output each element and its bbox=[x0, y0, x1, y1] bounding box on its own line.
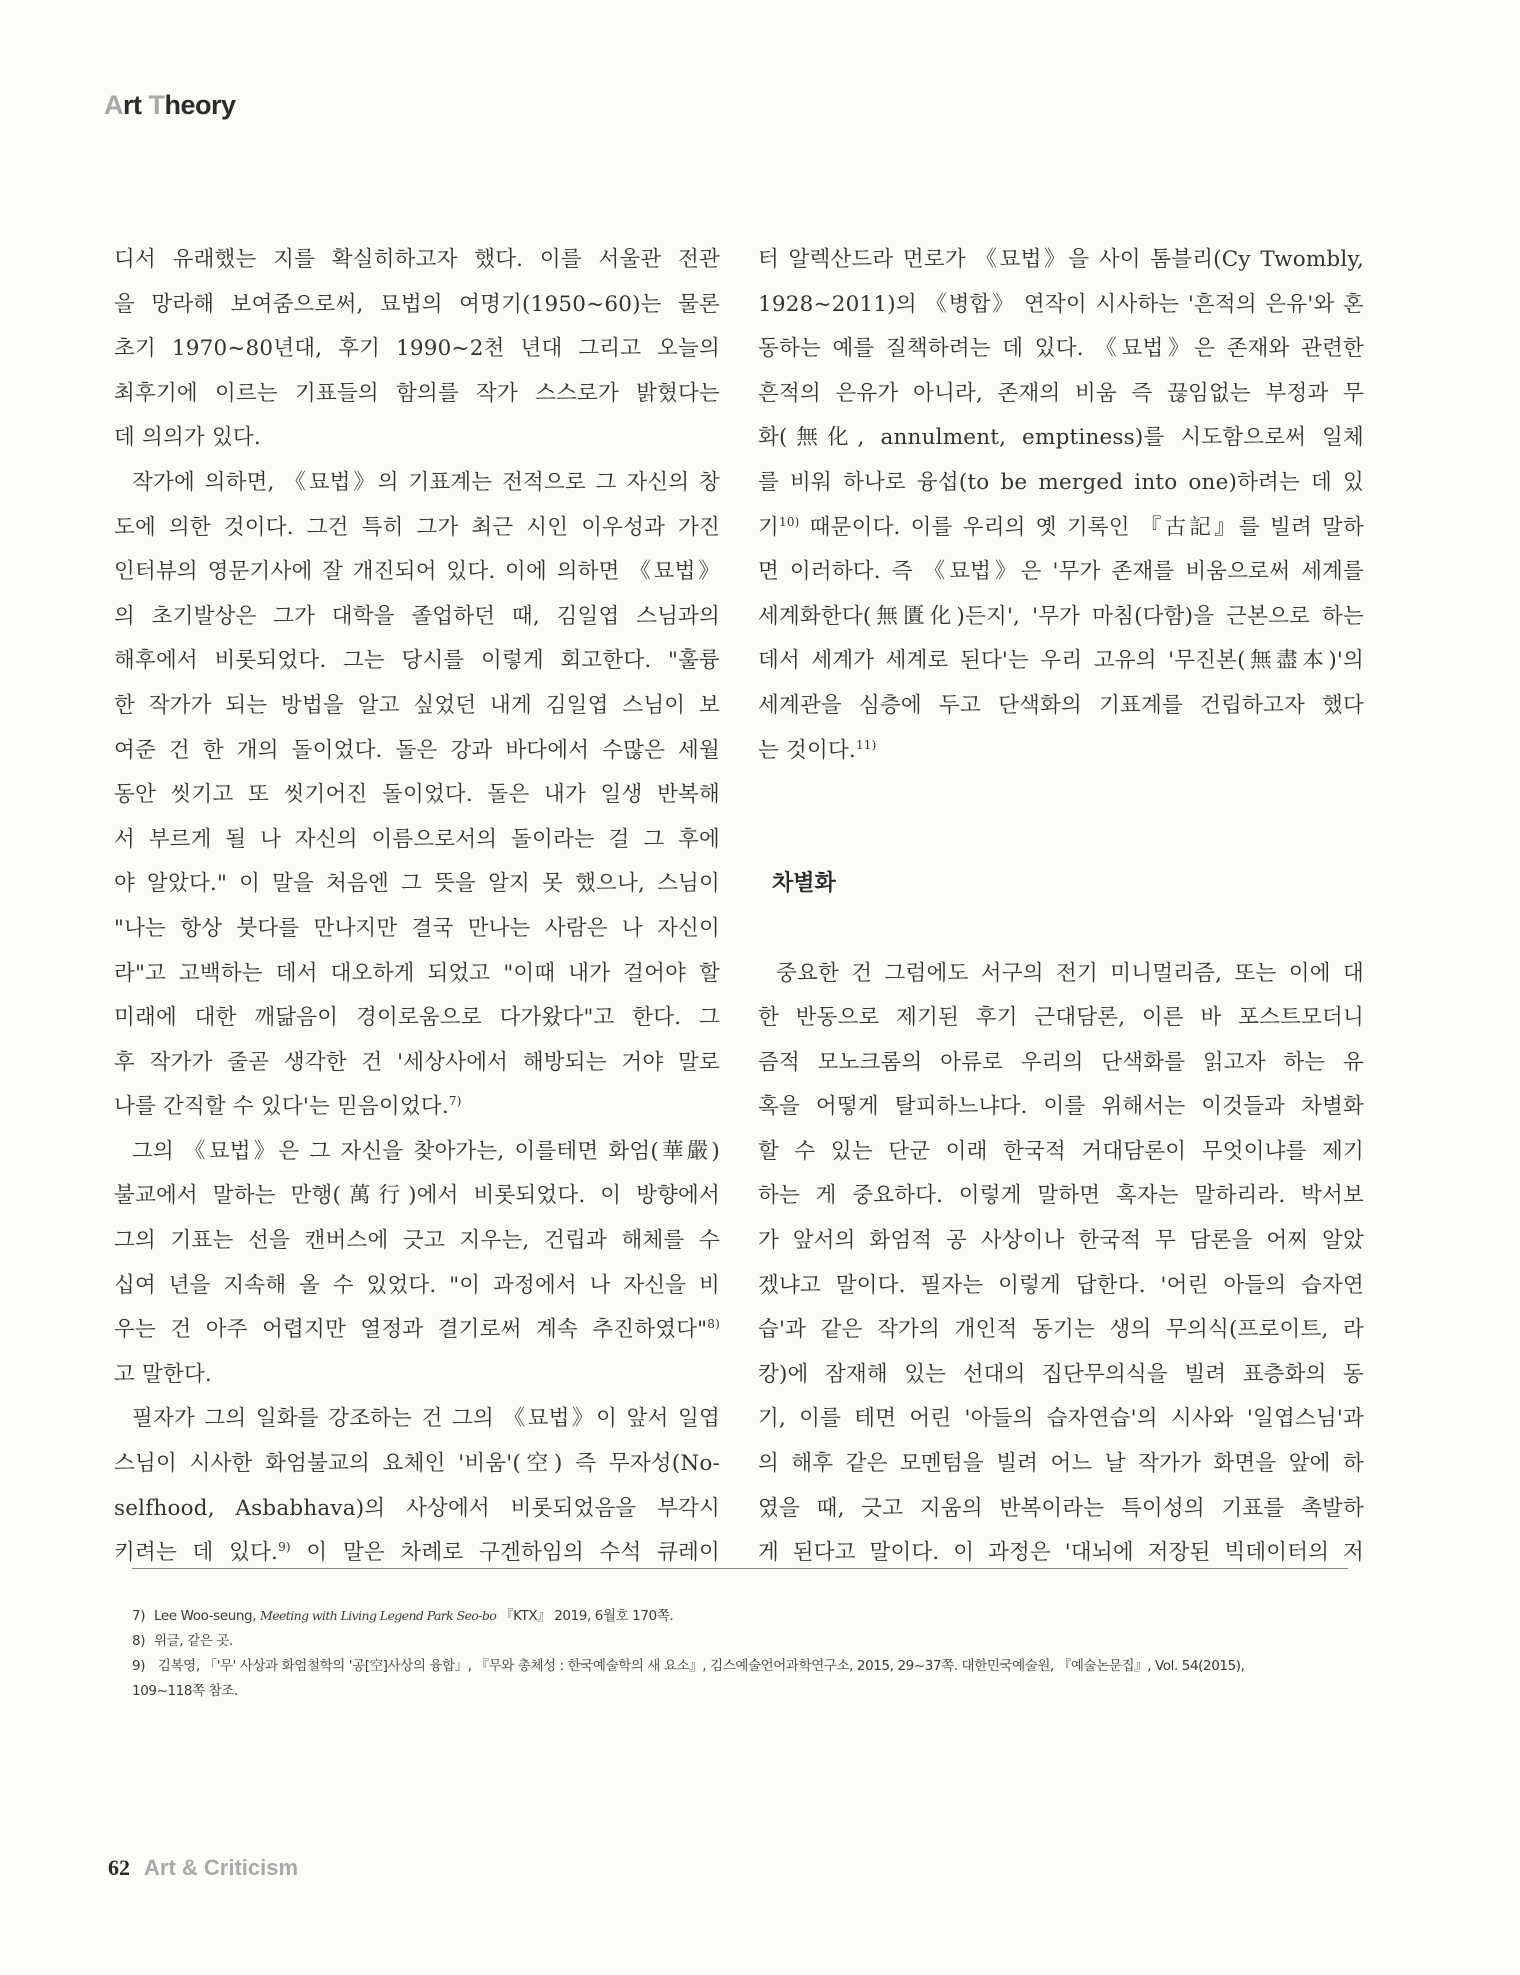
spacer bbox=[758, 773, 1364, 818]
body-line: selfhood, Asbabhava)의 사상에서 비롯되었음을 부각시 bbox=[114, 1495, 720, 1521]
body-line: 를 비워 하나로 융섭(to be merged into one)하려는 데 있 bbox=[758, 469, 1364, 495]
body-line: 캉)에 잠재해 있는 선대의 집단무의식을 빌려 표층화의 동 bbox=[758, 1361, 1364, 1387]
body-line: 화(無化, annulment, emptiness)를 시도함으로써 일체 bbox=[758, 425, 1364, 451]
magazine-name: Art & Criticism bbox=[144, 1855, 299, 1880]
footnote-text: 위글, 같은 곳. bbox=[154, 1633, 233, 1649]
footnote-ref[interactable]: 9) bbox=[278, 1540, 291, 1555]
footnote-item bbox=[132, 1654, 1372, 1679]
body-line: 1928~2011)의 《병합》 연작이 시사하는 '흔적의 은유'와 혼 bbox=[758, 291, 1364, 317]
section-title-part1: rt bbox=[123, 90, 149, 120]
body-line: 십여 년을 지속해 올 수 있었다. "이 과정에서 나 자신을 비 bbox=[114, 1272, 720, 1298]
body-line: 게 된다고 말이다. 이 과정은 '대뇌에 저장된 빅데이터의 저 bbox=[758, 1540, 1364, 1566]
body-line: 면 이러하다. 즉 《묘법》은 '무가 존재를 비움으로써 세계를 bbox=[758, 559, 1364, 585]
body-line: 그의 기표는 선을 캔버스에 긋고 지우는, 건립과 해체를 수 bbox=[114, 1228, 720, 1254]
body-line bbox=[114, 1531, 720, 1576]
body-line-text: 키려는 데 있다. bbox=[114, 1540, 279, 1566]
body-line bbox=[114, 1308, 720, 1353]
body-line: 한 반동으로 제기된 후기 근대담론, 이른 바 포스트모더니 bbox=[758, 1005, 1364, 1031]
footnote-title: Meeting with Living Legend Park Seo-bo bbox=[260, 1608, 497, 1623]
section-title bbox=[104, 90, 236, 121]
footnote-text: 김복영, 「'무' 사상과 화엄철학의 '공[空]사상의 융합」, 『무와 총체성 : 한국예술학의 새 요소』, 김스예술언어과학연구소, 2015, 29~37쪽. 대한민국예술원, 『예술논문집』, Vol. 54(2015), bbox=[154, 1658, 1245, 1674]
footnote-number: 7) bbox=[132, 1608, 146, 1624]
section-title-cap-a: A bbox=[104, 90, 123, 120]
body-line: 동하는 예를 질책하려는 데 있다. 《묘법》은 존재와 관련한 bbox=[758, 336, 1364, 362]
body-line: 기, 이를 테면 어린 '아들의 습자연습'의 시사와 '일엽스님'과 bbox=[758, 1406, 1364, 1432]
body-line: 의 초기발상은 그가 대학을 졸업하던 때, 김일엽 스님과의 bbox=[114, 603, 720, 629]
footnote-number: 8) bbox=[132, 1633, 146, 1649]
body-line: 초기 1970~80년대, 후기 1990~2천 년대 그리고 오늘의 bbox=[114, 336, 720, 362]
body-line: 세계화한다(無匱化)든지', '무가 마침(다함)을 근본으로 하는 bbox=[758, 603, 1364, 629]
body-line-text: 나를 간직할 수 있다'는 믿음이었다. bbox=[114, 1094, 449, 1120]
footnote-ref[interactable]: 10) bbox=[778, 514, 800, 529]
body-line: 할 수 있는 단군 이래 한국적 거대담론이 무엇이냐를 제기 bbox=[758, 1138, 1364, 1164]
footnote-item bbox=[132, 1603, 1372, 1629]
body-line: 미래에 대한 깨닮음이 경이로움으로 다가왔다"고 한다. 그 bbox=[114, 1005, 720, 1031]
body-line-text: 우는 건 아주 어렵지만 열정과 결기로써 계속 추진하였다" bbox=[114, 1317, 708, 1343]
section-heading: 차별화 bbox=[772, 871, 836, 897]
footnote-continuation: 109~118쪽 참조. bbox=[132, 1683, 238, 1699]
body-line bbox=[758, 506, 1364, 551]
footnote-divider bbox=[132, 1568, 1348, 1569]
body-line: 한 작가가 되는 방법을 알고 싶었던 내게 김일엽 스님이 보 bbox=[114, 692, 720, 718]
body-line: 필자가 그의 일화를 강조하는 건 그의 《묘법》이 앞서 일엽 bbox=[132, 1406, 720, 1432]
left-column bbox=[114, 238, 720, 1576]
body-line: 작가에 의하면, 《묘법》의 기표계는 전적으로 그 자신의 창 bbox=[132, 469, 720, 495]
body-line: 을 망라해 보여줌으로써, 묘법의 여명기(1950~60)는 물론 bbox=[114, 291, 720, 317]
body-line: 도에 의한 것이다. 그건 특히 그가 최근 시인 이우성과 가진 bbox=[114, 514, 720, 540]
body-line: "나는 항상 붓다를 만나지만 결국 만나는 사람은 나 자신이 bbox=[114, 915, 720, 941]
footnote-source: 『KTX』 2019, 6월호 170쪽. bbox=[496, 1608, 674, 1624]
body-line: 였을 때, 긋고 지움의 반복이라는 특이성의 기표를 촉발하 bbox=[758, 1495, 1364, 1521]
body-line: 중요한 건 그럼에도 서구의 전기 미니멀리즘, 또는 이에 대 bbox=[776, 960, 1364, 986]
page-number: 62 bbox=[108, 1855, 130, 1880]
body-line: 즘적 모노크롬의 아류로 우리의 단색화를 읽고자 하는 유 bbox=[758, 1049, 1364, 1075]
body-line: 세계관을 심층에 두고 단색화의 기표계를 건립하고자 했다 bbox=[758, 692, 1364, 718]
footnote-number: 9) bbox=[132, 1658, 146, 1674]
footnotes bbox=[132, 1603, 1372, 1704]
body-line: 불교에서 말하는 만행(萬行)에서 비롯되었다. 이 방향에서 bbox=[114, 1183, 720, 1209]
body-line: 스님이 시사한 화엄불교의 요체인 '비움'(空) 즉 무자성(No- bbox=[114, 1451, 720, 1477]
footnote-item bbox=[132, 1629, 1372, 1654]
body-line: 의 해후 같은 모멘텀을 빌려 어느 날 작가가 화면을 앞에 하 bbox=[758, 1451, 1364, 1477]
section-title-cap-t: T bbox=[148, 90, 165, 120]
body-line-text: 이 말은 차례로 구겐하임의 수석 큐레이 bbox=[290, 1540, 720, 1566]
footnote-ref[interactable]: 11) bbox=[855, 737, 877, 752]
body-line: 최후기에 이르는 기표들의 함의를 작가 스스로가 밝혔다는 bbox=[114, 380, 720, 406]
body-line: 가 앞서의 화엄적 공 사상이나 한국적 무 담론을 어찌 알았 bbox=[758, 1228, 1364, 1254]
body-line bbox=[114, 1085, 720, 1130]
body-line: 데서 세계가 세계로 된다'는 우리 고유의 '무진본(無盡本)'의 bbox=[758, 648, 1364, 674]
body-line: 여준 건 한 개의 돌이었다. 돌은 강과 바다에서 수많은 세월 bbox=[114, 737, 720, 763]
body-line: 고 말한다. bbox=[114, 1361, 212, 1387]
right-column bbox=[758, 238, 1364, 1576]
body-line: 후 작가가 줄곧 생각한 건 '세상사에서 해방되는 거야 말로 bbox=[114, 1049, 720, 1075]
body-line: 해후에서 비롯되었다. 그는 당시를 이렇게 회고한다. "훌륭 bbox=[114, 648, 720, 674]
body-line-text: 기 bbox=[758, 514, 779, 540]
body-line: 인터뷰의 영문기사에 잘 개진되어 있다. 이에 의하면 《묘법》 bbox=[114, 559, 720, 585]
body-line: 혹을 어떻게 탈피하느냐다. 이를 위해서는 이것들과 차별화 bbox=[758, 1094, 1364, 1120]
body-line: 겠냐고 말이다. 필자는 이렇게 답한다. '어린 아들의 습자연 bbox=[758, 1272, 1364, 1298]
body-line: 동안 씻기고 또 씻기어진 돌이었다. 돌은 내가 일생 반복해 bbox=[114, 782, 720, 808]
body-line-text: 는 것이다. bbox=[758, 737, 856, 763]
body-line: 흔적의 은유가 아니라, 존재의 비움 즉 끊임없는 부정과 무 bbox=[758, 380, 1364, 406]
body-line: 습'과 같은 작가의 개인적 동기는 생의 무의식(프로이트, 라 bbox=[758, 1317, 1364, 1343]
body-line: 그의 《묘법》은 그 자신을 찾아가는, 이를테면 화엄(華嚴) bbox=[132, 1138, 720, 1164]
body-line: 디서 유래했는 지를 확실히하고자 했다. 이를 서울관 전관 bbox=[114, 247, 720, 272]
section-title-part2: heory bbox=[164, 90, 236, 120]
body-line: 데 의의가 있다. bbox=[114, 425, 261, 451]
footnote-ref[interactable]: 7) bbox=[448, 1094, 462, 1109]
body-line-text: 때문이다. 이를 우리의 옛 기록인 『古記』를 빌려 말하 bbox=[799, 514, 1364, 540]
footnote-author: Lee Woo-seung, bbox=[154, 1608, 260, 1624]
body-line: 하는 게 중요하다. 이렇게 말하면 혹자는 말하리라. 박서보 bbox=[758, 1183, 1364, 1209]
body-line bbox=[758, 729, 1364, 774]
body-line: 라"고 고백하는 데서 대오하게 되었고 "이때 내가 걸어야 할 bbox=[114, 960, 720, 986]
spacer bbox=[758, 907, 1364, 952]
page-footer bbox=[108, 1855, 298, 1881]
body-line: 서 부르게 될 나 자신의 이름으로서의 돌이라는 걸 그 후에 bbox=[114, 826, 720, 852]
spacer bbox=[758, 818, 1364, 863]
body-line: 야 알았다." 이 말을 처음엔 그 뜻을 알지 못 했으나, 스님이 bbox=[114, 871, 720, 897]
footnote-ref[interactable]: 8) bbox=[707, 1317, 720, 1332]
body-line: 터 알렉산드라 먼로가 《묘법》을 사이 톰블리(Cy Twombly, bbox=[758, 247, 1364, 272]
